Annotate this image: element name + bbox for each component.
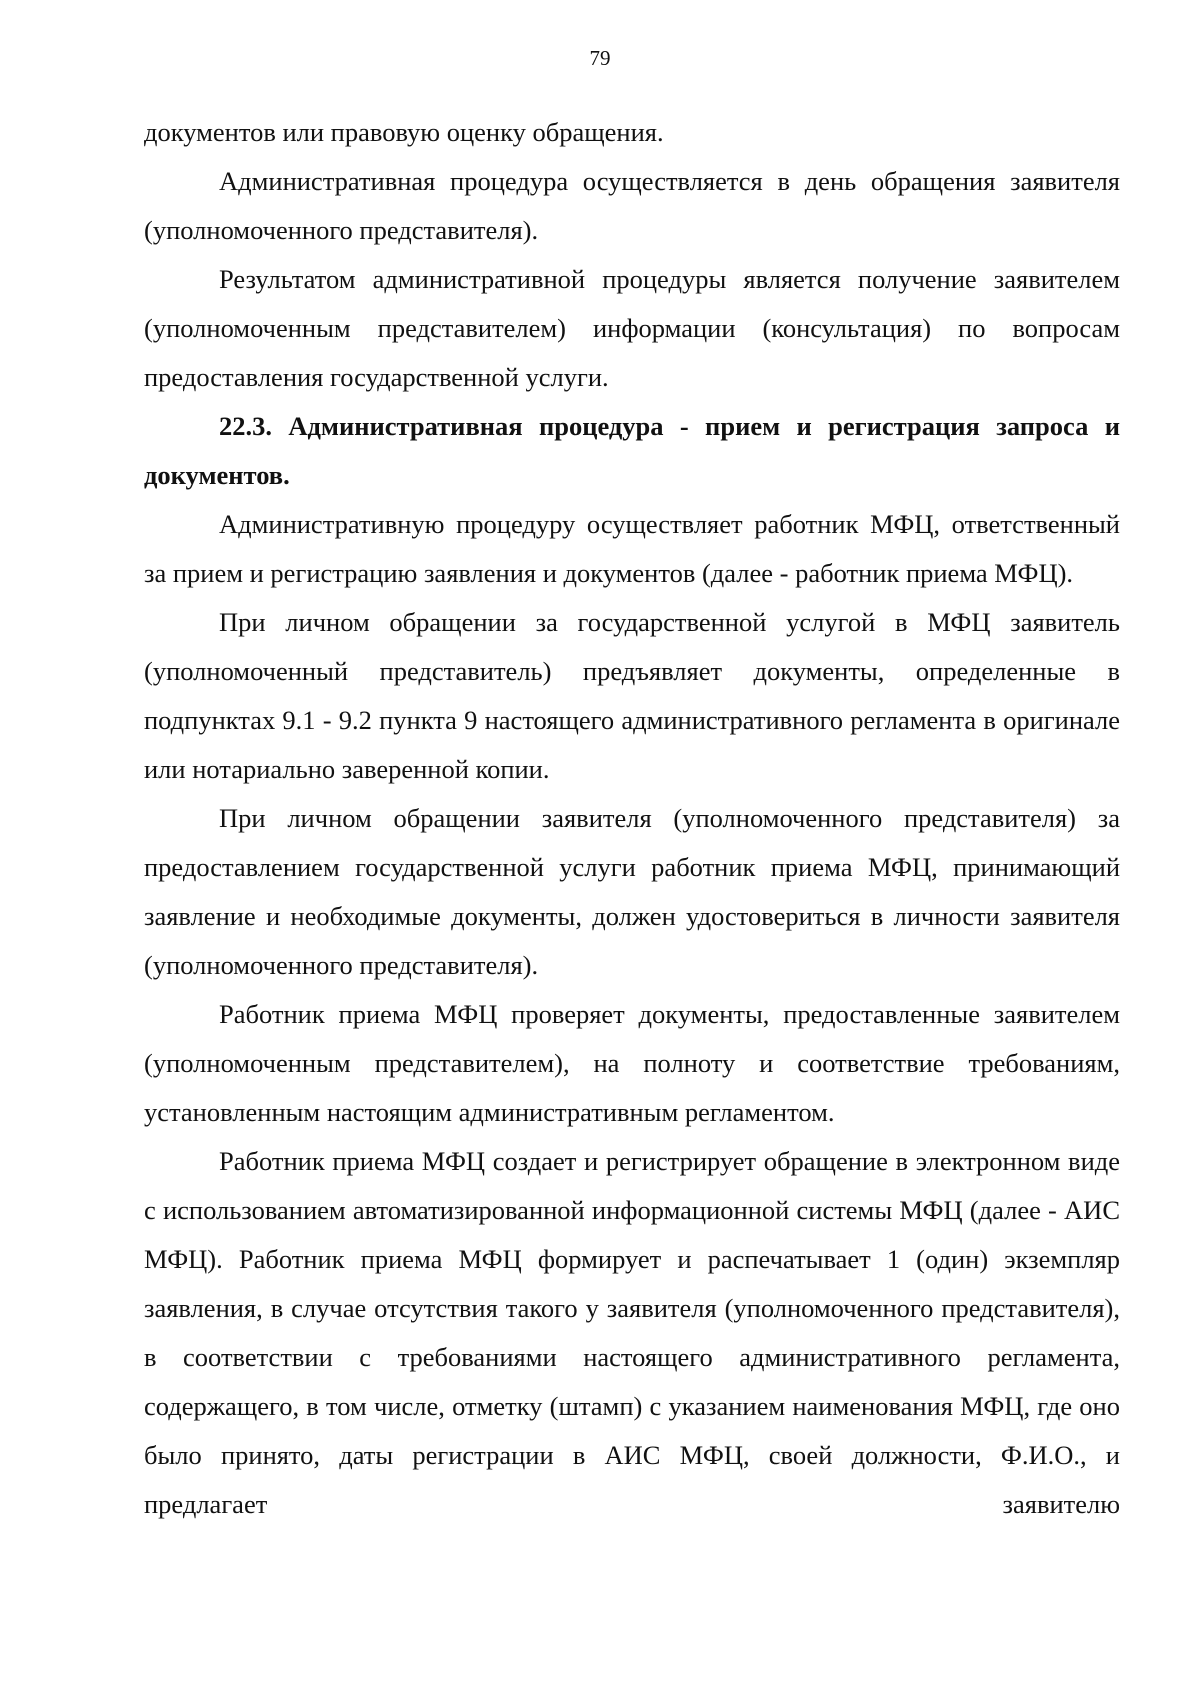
- paragraph-personal-appeal: При личном обращении за государственной услугой в МФЦ заявитель (уполномоченный представитель) предъявляет документы, определенные в подпунктах 9.1 - 9.2 пункта 9 настоящего административного регламента в оригинале или нотариально заверенной копии.: [144, 607, 1120, 784]
- paragraph-procedure-result: Результатом административной процедуры является получение заявителем (уполномоченным представителем) информации (консультация) по вопросам предоставления государственной услуги.: [144, 264, 1120, 392]
- section-heading-22-3: 22.3. Административная процедура - прием и регистрация запроса и документов.: [144, 411, 1120, 490]
- paragraph-procedure-timing: Административная процедура осуществляется в день обращения заявителя (уполномоченного представителя).: [144, 166, 1120, 245]
- paragraph-registration: Работник приема МФЦ создает и регистрирует обращение в электронном виде с использованием автоматизированной информационной системы МФЦ (далее - АИС МФЦ). Работник приема МФЦ формирует и распечатывает 1 (один) экземпляр заявления, в случае отсутствия такого у заявителя (уполномоченного представителя), в соответствии с требованиями настоящего административного регламента, содержащего, в том числе, отметку (штамп) с указанием наименования МФЦ, где оно было принято, даты регистрации в АИС МФЦ, своей должности, Ф.И.О., и предлагает заявителю: [144, 1146, 1120, 1519]
- paragraph-responsible-worker: Административную процедуру осуществляет работник МФЦ, ответственный за прием и регистрацию заявления и документов (далее - работник приема МФЦ).: [144, 509, 1120, 588]
- document-body: [144, 108, 1120, 1529]
- page-number: 79: [589, 46, 611, 70]
- paragraph-continuation: документов или правовую оценку обращения.: [144, 117, 664, 147]
- paragraph-identity-check: При личном обращении заявителя (уполномоченного представителя) за предоставлением государственной услуги работник приема МФЦ, принимающий заявление и необходимые документы, должен удостовериться в личности заявителя (уполномоченного представителя).: [144, 803, 1120, 980]
- paragraph-document-check: Работник приема МФЦ проверяет документы, предоставленные заявителем (уполномоченным представителем), на полноту и соответствие требованиям, установленным настоящим административным регламентом.: [144, 999, 1120, 1127]
